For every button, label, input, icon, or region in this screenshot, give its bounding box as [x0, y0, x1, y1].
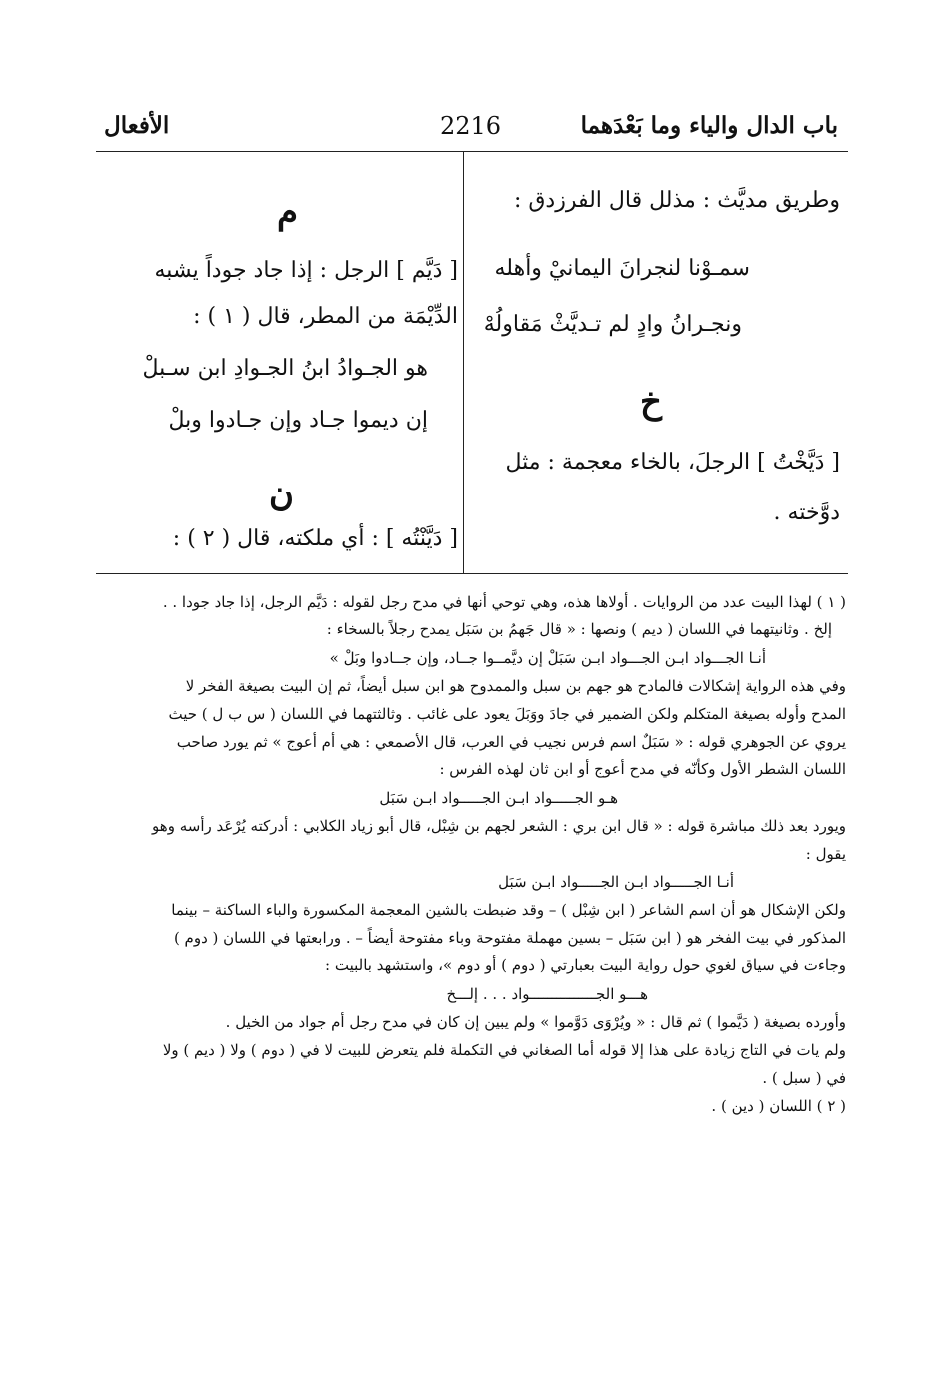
body-bottom-rule [96, 573, 848, 574]
letter-heading-kha: خ [640, 382, 662, 422]
footnote-verse: أنـا الجـــــواد ابـن الجـــــواد ابـن سَبَل [498, 873, 734, 891]
footnote-line: ولم يات في التاج زيادة على هذا إلا قوله أما الصغاني في التكملة فلم يتعرض للبيت لا في ( دوم ) ولا ( ديم ) ولا [162, 1041, 846, 1059]
column-divider [463, 152, 464, 573]
footnotes [100, 592, 846, 1242]
footnote-line: ولكن الإشكال هو أن اسم الشاعر ( ابن شِبْل ) – وقد ضبطت بالشين المعجمة المكسورة والباء الساكنة – بينما [171, 901, 846, 919]
entry-dayyakhtu-cont: دوَّخته . [773, 500, 840, 525]
right-verse-1: سمـوْنا لنجرانَ اليمانيْ وأهله [494, 256, 750, 281]
footnote-verse: هـــو الجـــــــــــــــواد . . . إلـــخ [446, 985, 648, 1003]
entry-dayyantuhu: [ دَيَّنْتُه ] : أي ملكته، قال ( ٢ ) : [172, 526, 458, 551]
left-column [100, 152, 458, 573]
footnote-verse: هـو الجـــــواد ابـن الجـــــواد ابـن سَبَل [379, 789, 618, 807]
right-intro-line: وطريق مديَّث : مذلل قال الفرزدق : [513, 188, 840, 213]
page-number: 2216 [440, 112, 502, 140]
letter-heading-nun: ن [269, 474, 294, 514]
footnote-line: اللسان الشطر الأول وكأنّه في مدح أعوج أو ابن ثان لهذه الفرس : [439, 760, 846, 778]
footnote-line: المذكور في بيت الفخر هو ( ابن سَبَل – بسين مهملة مفتوحة وباء مفتوحة أيضاً – . ورابعتها في اللسان ( دوم ) [173, 929, 846, 947]
left-verse-1: هو الجـوادُ ابنُ الجـوادِ ابن سـبلْ [142, 356, 428, 381]
footnote-line: يقول : [805, 845, 846, 863]
footnote-line: في ( سبل ) . [762, 1069, 846, 1087]
header-section-title: باب الدال والياء وما بَعْدَهما [580, 112, 838, 139]
footnote-line: ( ١ ) لهذا البيت عدد من الروايات . أولاها هذه، وهي توحي أنها في مدح رجل لقوله : دَيَّم الرجل، إذا جاد جودا . . [162, 593, 846, 611]
footnote-verse: أنـا الجـــواد ابـن الجـــواد ابـن سَبَلْ إن ديَّمــوا جــاد، وإن جــادوا وبَلْ » [329, 649, 766, 667]
footnote-line: وجاءت في سياق لغوي حول رواية البيت بعبارتي ( دوم ) أو دوم »، واستشهد بالبيت : [325, 956, 846, 974]
right-verse-2: ونجـرانُ وادٍ لم تـديَّثْ مَقاولُهْ [483, 312, 742, 337]
right-column [468, 152, 840, 573]
footnote-line: يروي عن الجوهري قوله : « سَبَلٌ اسم فرس نجيب في العرب، قال الأصمعي : هي أم أعوج » ثم يورد صاحب [176, 733, 846, 751]
footnote-line: إلخ . وثانيتهما في اللسان ( ديم ) ونصها : « قال جَهمُ بن سَبَل يمدح رجلاً بالسخاء : [326, 620, 832, 638]
entry-dayyakhtu: [ دَيَّخْتُ ] الرجلَ، بالخاء معجمة : مثل [505, 450, 840, 475]
footnote-line: المدح وأوله بصيغة المتكلم ولكن الضمير في جادَ ووَبَلَ يعود على غائب . وثالثتهما في اللسان ( س ب ل ) حيث [168, 705, 846, 723]
entry-dayyam-cont: الدِّيْمَة من المطر، قال ( ١ ) : [193, 304, 458, 329]
footnote-line: وفي هذه الرواية إشكالات فالمادح هو جهم بن سبل والممدوح هو ابن سبل أيضاً، ثم إن البيت بصيغة الفخر لا [185, 677, 846, 695]
footnote-line: ( ٢ ) اللسان ( دين ) . [711, 1097, 846, 1115]
footnote-line: ويورد بعد ذلك مباشرة قوله : « قال ابن بري : الشعر لجهم بن شِبْل، قال أبو زياد الكلابي : أدركته يُرْعَد رأسه وهو [152, 817, 846, 835]
letter-heading-mim: م [276, 192, 298, 232]
entry-dayyam: [ دَيَّم ] الرجل : إذا جاد جوداً يشبه [154, 258, 458, 283]
header-chapter-title: الأفعال [104, 112, 170, 139]
footnote-line: وأورده بصيغة ( دَيَّموا ) ثم قال : « ويُرْوَى دَوَّموا » ولم يبين إن كان في مدح رجل أم جواد من الخيل . [225, 1013, 846, 1031]
left-verse-2: إن ديموا جـاد وإن جـادوا وبلْ [168, 408, 428, 433]
